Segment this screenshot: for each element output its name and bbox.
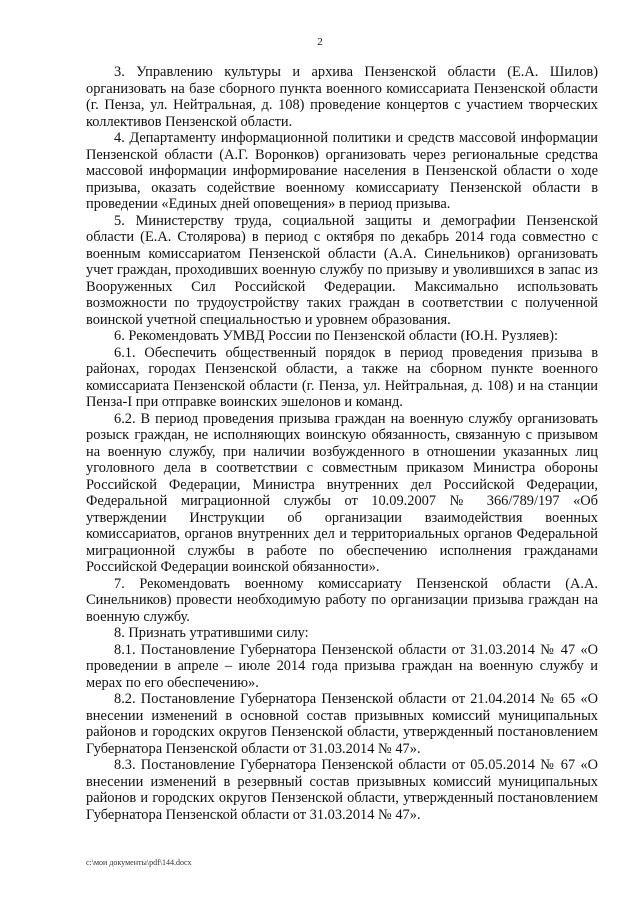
paragraph-8-2: 8.2. Постановление Губернатора Пензенской области от 21.04.2014 № 65 «О внесении изменений в основной состав призывных комиссий муниципальных районов и городских округов Пензенской области, утвержденный постановлением Губернатора Пензенской области от 31.03.2014 № 47». — [86, 691, 598, 757]
paragraph-4-media: 4. Департаменту информационной политики и средств массовой информации Пензенской области (А.Г. Воронков) организовать через региональные средства массовой информации информирование населения в Пензенской области о ходе призыва, оказать содействие военному комиссариату Пензенской области в проведении «Единых дней оповещения» в период призыва. — [86, 130, 598, 212]
paragraph-8-3: 8.3. Постановление Губернатора Пензенской области от 05.05.2014 № 67 «О внесении изменений в резервный состав призывных комиссий муниципальных районов и городских округов Пензенской области, утвержденный постановлением Губернатора Пензенской области от 31.03.2014 № 47». — [86, 757, 598, 823]
document-body — [86, 64, 598, 823]
page-number: 2 — [317, 36, 323, 48]
paragraph-8-repeal: 8. Признать утратившими силу: — [114, 625, 309, 641]
paragraph-7-commissariat: 7. Рекомендовать военному комиссариату Пензенской области (А.А. Синельников) провести необходимую работу по организации призыва граждан на военную службу. — [86, 575, 598, 625]
paragraph-6-2: 6.2. В период проведения призыва граждан на военную службу организовать розыск граждан, не исполняющих воинскую обязанность, связанную с призывом на военную службу, при наличии возбужденного в отношении указанных лиц уголовного дела в соответствии с совместным приказом Министра обороны Российской Федерации, Министра внутренних дел Российской Федерации, Федеральной миграционной службы от 10.09.2007 № 366/789/197 «Об утверждении Инструкции об организации взаимодействия военных комиссариатов, органов внутренних дел и территориальных органов Федеральной миграционной службы в работе по обеспечению исполнения гражданами Российской Федерации воинской обязанности». — [86, 410, 598, 575]
paragraph-6-1: 6.1. Обеспечить общественный порядок в период проведения призыва в районах, городах Пензенской области, а также на сборном пункте военного комиссариата Пензенской области (г. Пенза, ул. Нейтральная, д. 108) и на станции Пенза-I при отправке воинских эшелонов и команд. — [86, 344, 598, 410]
paragraph-3-culture: 3. Управлению культуры и архива Пензенской области (Е.А. Шилов) организовать на базе сборного пункта военного комиссариата Пензенской области (г. Пенза, ул. Нейтральная, д. 108) проведение концертов с участием творческих коллективов Пензенской области. — [86, 64, 598, 130]
paragraph-5-labor: 5. Министерству труда, социальной защиты и демографии Пензенской области (Е.А. Столярова) в период с октября по декабрь 2014 года совместно с военным комиссариатом Пензенской области (А.А. Синельников) организовать учет граждан, проходивших военную службу по призыву и уволившихся в запас из Вооруженных Сил Российской Федерации. Максимально использовать возможности по трудоустройству таких граждан в соответствии с полученной воинской учетной специальностью и уровнем образования. — [86, 212, 598, 328]
footer-file-path: c:\мои документы\pdf\144.docx — [86, 858, 192, 867]
paragraph-6-police: 6. Рекомендовать УМВД России по Пензенской области (Ю.Н. Рузляев): — [114, 328, 558, 344]
paragraph-8-1: 8.1. Постановление Губернатора Пензенской области от 31.03.2014 № 47 «О проведении в апреле – июле 2014 года призыва граждан на военную службу и мерах по его обеспечению». — [86, 641, 598, 691]
